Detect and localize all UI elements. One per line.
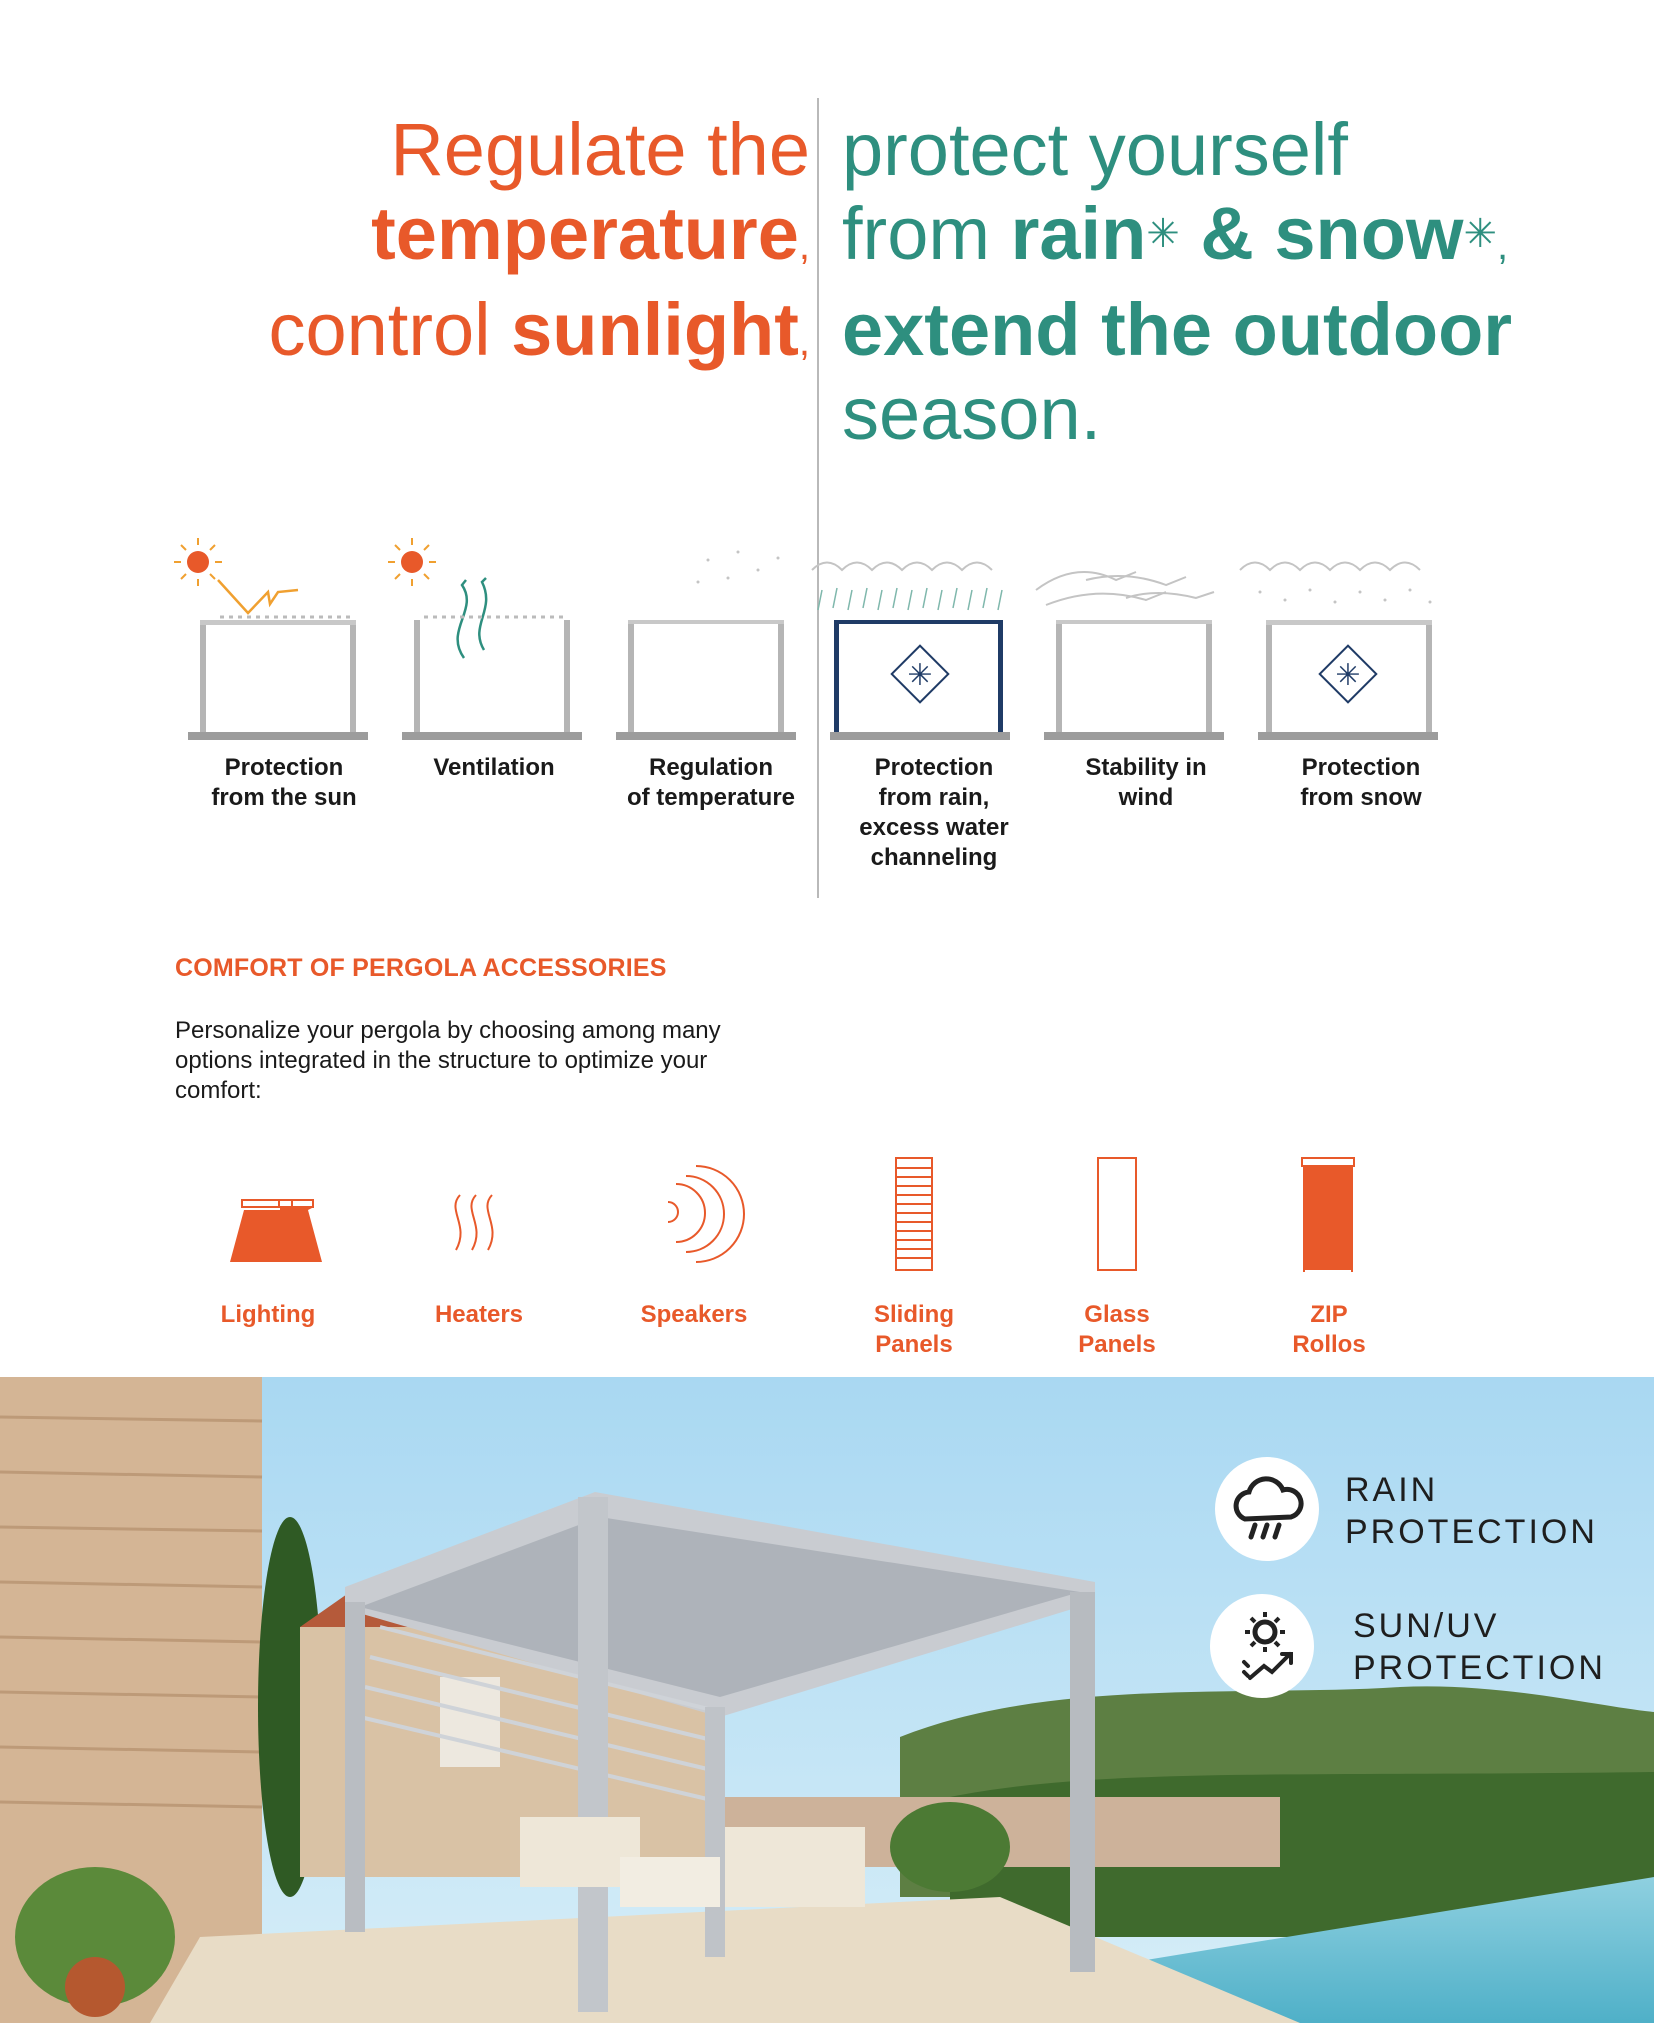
headline-right-line1: protect yourself	[842, 108, 1348, 191]
headline-left	[268, 108, 810, 384]
headline-rain: rain	[1010, 192, 1147, 275]
sun-uv-icon	[1210, 1594, 1314, 1698]
accessory-label-speakers	[609, 1300, 779, 1330]
accessories-title: COMFORT OF PERGOLA ACCESSORIES	[175, 954, 667, 982]
rain-cloud-icon	[1215, 1457, 1319, 1561]
feature-line: Protection	[1301, 754, 1421, 781]
headline-right	[842, 108, 1512, 456]
badge-line: RAIN	[1345, 1471, 1439, 1509]
feature-label-temperature	[606, 753, 816, 813]
feature-label-rain	[829, 753, 1039, 873]
glass-panel-icon	[1098, 1158, 1136, 1270]
rain-badge-text	[1345, 1469, 1598, 1553]
feature-line: Ventilation	[433, 754, 555, 781]
sound-waves-icon	[668, 1166, 744, 1262]
accessory-label-heaters	[394, 1300, 564, 1330]
center-divider	[817, 98, 819, 898]
moon-night-icon	[616, 551, 796, 741]
headline-comma: ,	[1497, 224, 1509, 268]
headline-temperature: temperature	[371, 192, 799, 275]
badge-line: SUN/UV	[1353, 1607, 1500, 1645]
headline-control: control	[268, 288, 512, 371]
badge-line: PROTECTION	[1345, 1513, 1598, 1551]
feature-line: from the sun	[211, 784, 357, 811]
feature-line: from rain,	[878, 784, 990, 811]
feature-line: Stability in	[1085, 754, 1207, 781]
sun-badge-circle	[1210, 1594, 1314, 1698]
headline-comma: ,	[798, 320, 810, 364]
feature-line: Regulation	[649, 754, 773, 781]
zip-roll-icon	[1302, 1158, 1354, 1272]
pergola-photo	[0, 1377, 1654, 2023]
accessory-line: Panels	[1078, 1331, 1156, 1358]
badge-line: PROTECTION	[1353, 1649, 1606, 1687]
feature-line: Protection	[874, 754, 994, 781]
rain-badge-circle	[1215, 1457, 1319, 1561]
headline-snow: & snow	[1179, 192, 1464, 275]
sliding-panel-icon	[896, 1158, 932, 1270]
airflow-icon	[388, 538, 582, 740]
feature-label-sun	[179, 753, 389, 813]
snowflake-icon: ✳	[1146, 212, 1180, 256]
headline-left-line2	[268, 192, 810, 288]
accessory-line: Glass	[1084, 1301, 1150, 1328]
headline-left-line3	[268, 288, 810, 384]
accessory-line: Rollos	[1292, 1331, 1366, 1358]
feature-line: channeling	[870, 844, 998, 871]
lamp-icon	[230, 1200, 322, 1262]
accessory-line: Lighting	[220, 1301, 316, 1328]
rain-icon	[812, 563, 1010, 741]
heat-waves-icon	[455, 1195, 492, 1250]
feature-line: Protection	[224, 754, 344, 781]
accessory-line: Heaters	[434, 1301, 524, 1328]
accessory-line: Speakers	[640, 1301, 748, 1328]
accessory-icons	[200, 1150, 1400, 1280]
sun-reflection-icon	[174, 538, 368, 740]
feature-line: wind	[1118, 784, 1174, 811]
feature-line: from snow	[1300, 784, 1422, 811]
feature-illustrations	[170, 530, 1470, 760]
sun-badge-text	[1353, 1605, 1606, 1689]
accessory-line: ZIP	[1310, 1301, 1348, 1328]
accessory-label-sliding-panels	[829, 1300, 999, 1360]
headline-comma: ,	[798, 224, 810, 268]
feature-line: of temperature	[626, 784, 796, 811]
headline-extend: extend the outdoor	[842, 288, 1513, 371]
headline-sunlight: sunlight	[511, 288, 799, 371]
headline-right-line3	[842, 288, 1512, 372]
headline-left-line1: Regulate the	[390, 108, 810, 191]
headline-from: from	[842, 192, 1011, 275]
snow-icon	[1240, 563, 1438, 741]
feature-label-snow	[1256, 753, 1466, 813]
headline-right-line4: season.	[842, 372, 1102, 455]
snowflake-icon: ✳	[1463, 212, 1497, 256]
feature-line: excess water	[859, 814, 1009, 841]
feature-label-wind	[1041, 753, 1251, 813]
accessories-description: Personalize your pergola by choosing among many options integrated in the structure to optimize your comfort:	[175, 1017, 721, 1104]
headline-right-line2	[842, 192, 1512, 288]
svg-text:✳: ✳	[1335, 658, 1361, 693]
accessory-line: Panels	[875, 1331, 953, 1358]
accessory-label-glass-panels	[1032, 1300, 1202, 1360]
accessory-line: Sliding	[874, 1301, 954, 1328]
accessory-label-lighting	[183, 1300, 353, 1330]
wind-icon	[1036, 572, 1224, 740]
svg-text:✳: ✳	[907, 658, 933, 693]
feature-label-ventilation	[389, 753, 599, 783]
accessory-label-zip-rollos	[1244, 1300, 1414, 1360]
